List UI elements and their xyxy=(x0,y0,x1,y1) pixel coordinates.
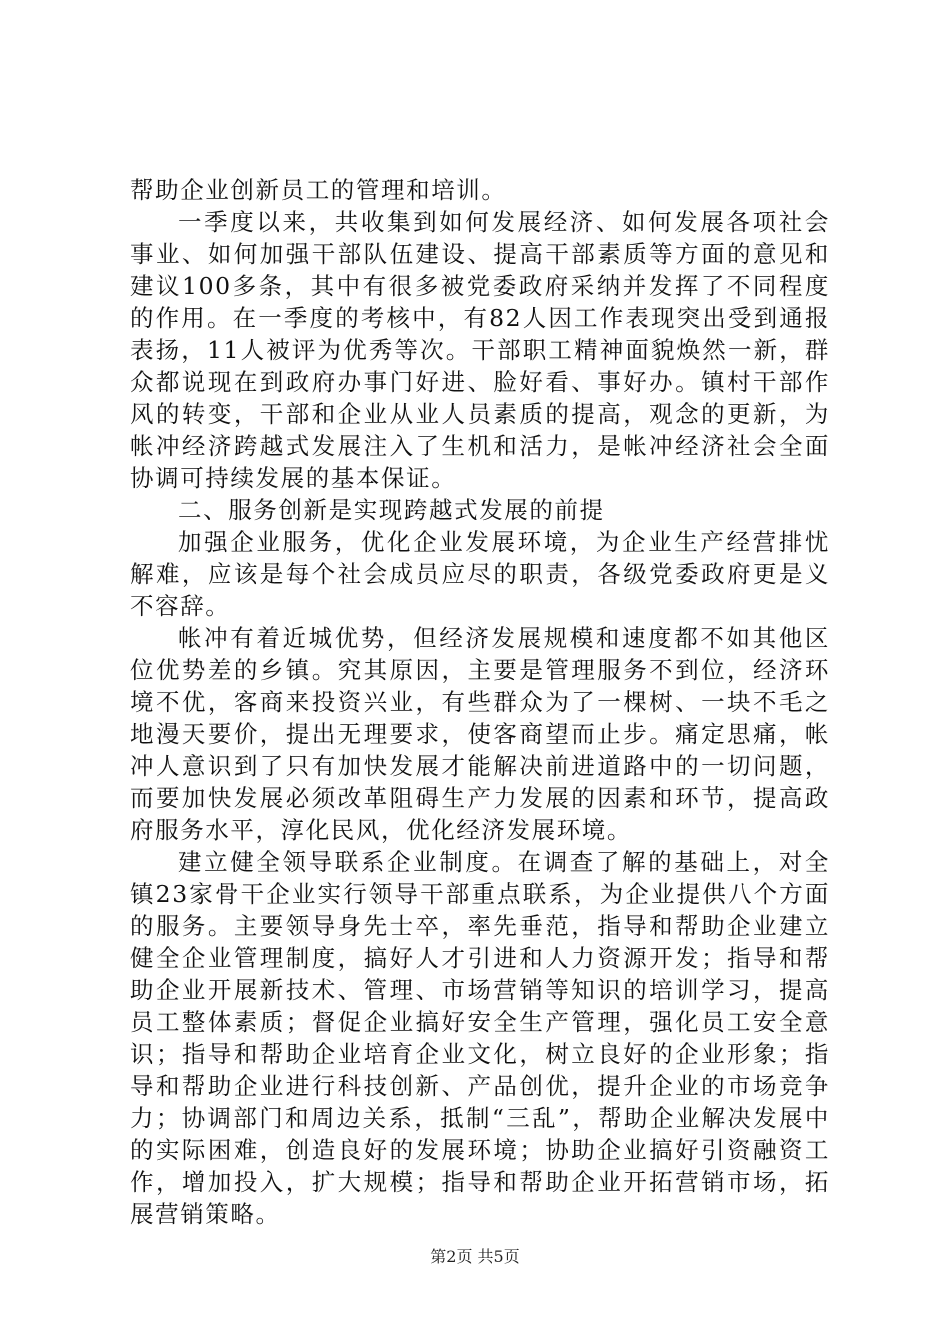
paragraph-2: 一季度以来，共收集到如何发展经济、如何发展各项社会事业、如何加强干部队伍建设、提高干部素质等方面的意见和建议100多条，其中有很多被党委政府采纳并发挥了不同程度的作用。在一季度的考核中，有82人因工作表现突出受到通报表扬，11人被评为优秀等次。干部职工精神面貌焕然一新，群众都说现在到政府办事门好进、脸好看、事好办。镇村干部作风的转变，干部和企业从业人员素质的提高，观念的更新，为帐冲经济跨越式发展注入了生机和活力，是帐冲经济社会全面协调可持续发展的基本保证。 xyxy=(130,208,830,492)
document-body xyxy=(130,174,830,1230)
section-heading: 二、服务创新是实现跨越式发展的前提 xyxy=(178,496,605,524)
paragraph-3: 加强企业服务，优化企业发展环境，为企业生产经营排忧解难，应该是每个社会成员应尽的职责，各级党委政府更是义不容辞。 xyxy=(130,528,830,620)
page-footer: 第2页 共5页 xyxy=(430,1247,520,1266)
paragraph-5: 建立健全领导联系企业制度。在调查了解的基础上，对全镇23家骨干企业实行领导干部重点联系，为企业提供八个方面的服务。主要领导身先士卒，率先垂范，指导和帮助企业建立健全企业管理制度，搞好人才引进和人力资源开发；指导和帮助企业开展新技术、管理、市场营销等知识的培训学习，提高员工整体素质；督促企业搞好安全生产管理，强化员工安全意识；指导和帮助企业培育企业文化，树立良好的企业形象；指导和帮助企业进行科技创新、产品创优，提升企业的市场竞争力；协调部门和周边关系，抵制“三乱”，帮助企业解决发展中的实际困难，创造良好的发展环境；协助企业搞好引资融资工作，增加投入，扩大规模；指导和帮助企业开拓营销市场，拓展营销策略。 xyxy=(130,848,830,1228)
paragraph-4: 帐冲有着近城优势，但经济发展规模和速度都不如其他区位优势差的乡镇。究其原因，主要是管理服务不到位，经济环境不优，客商来投资兴业，有些群众为了一棵树、一块不毛之地漫天要价，提出无理要求，使客商望而止步。痛定思痛，帐冲人意识到了只有加快发展才能解决前进道路中的一切问题，而要加快发展必须改革阻碍生产力发展的因素和环节，提高政府服务水平，淳化民风，优化经济发展环境。 xyxy=(130,624,830,844)
paragraph-1: 帮助企业创新员工的管理和培训。 xyxy=(130,176,507,204)
